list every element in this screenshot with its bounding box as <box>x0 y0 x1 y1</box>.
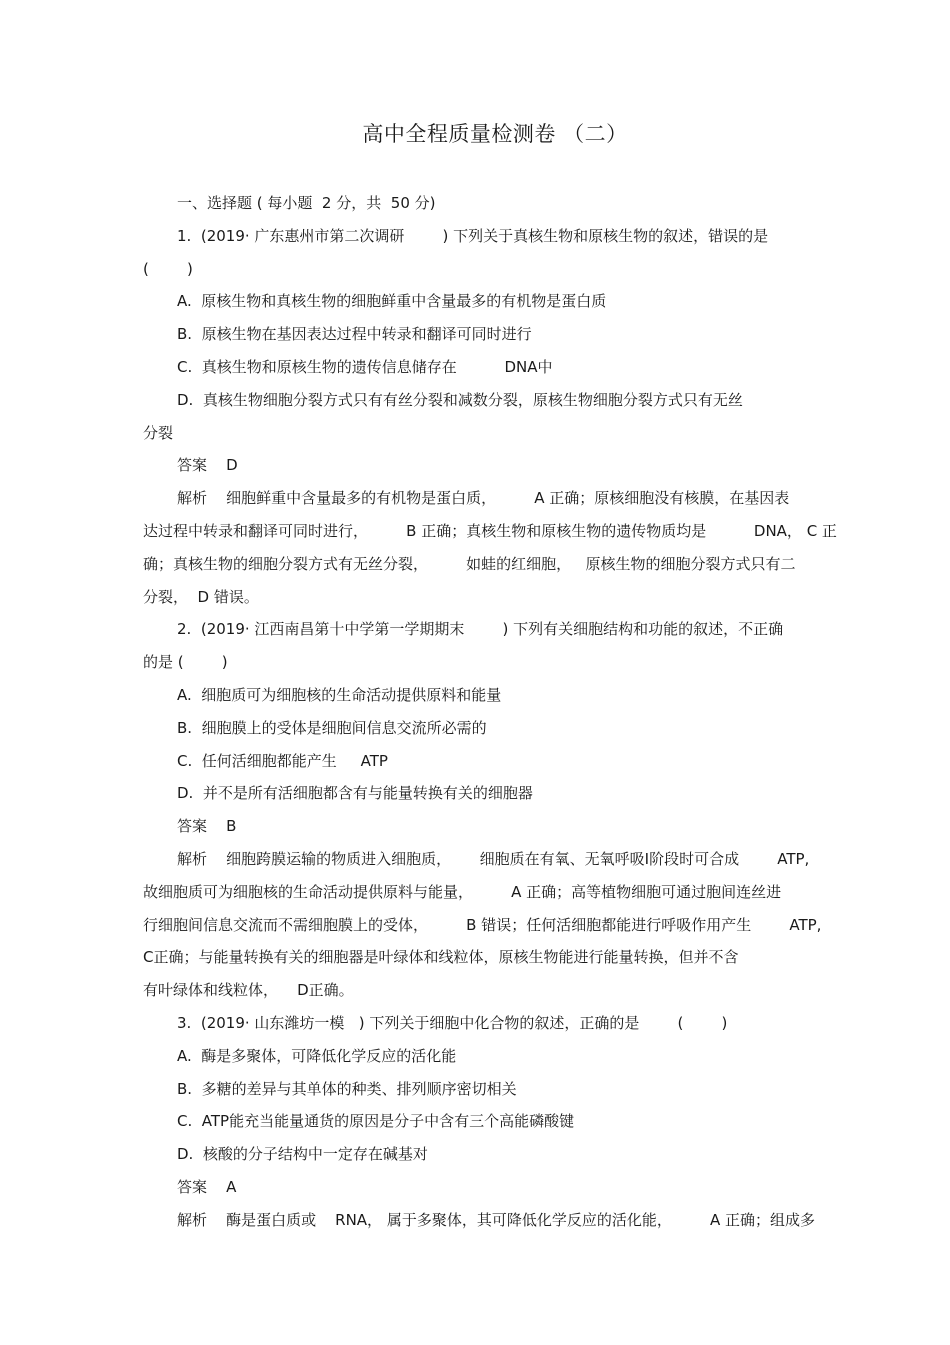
text-line: 行细胞间信息交流而不需细胞膜上的受体， B 错误；任何活细胞都能进行呼吸作用产生 ATP, <box>143 916 822 934</box>
text-line: 达过程中转录和翻译可同时进行， B 正确；真核生物和原核生物的遗传物质均是 DNA， C 正 <box>143 522 837 540</box>
text-line: 解析 细胞跨膜运输的物质进入细胞质， 细胞质在有氧、无氧呼吸Ⅰ阶段时可合成 ATP, <box>177 850 810 868</box>
text-line: 答案 A <box>177 1178 237 1196</box>
text-line: D. 真核生物细胞分裂方式只有有丝分裂和减数分裂，原核生物细胞分裂方式只有无丝 <box>177 391 743 409</box>
text-line: 答案 B <box>177 817 237 835</box>
text-line: 解析 酶是蛋白质或 RNA， 属于多聚体，其可降低化学反应的活化能， A 正确；组成多 <box>177 1211 815 1229</box>
text-line: 确；真核生物的细胞分裂方式有无丝分裂， 如蛙的红细胞， 原核生物的细胞分裂方式只有二 <box>143 555 796 573</box>
text-line: C. ATP能充当能量通货的原因是分子中含有三个高能磷酸键 <box>177 1112 575 1130</box>
text-line: A. 细胞质可为细胞核的生命活动提供原料和能量 <box>177 686 502 704</box>
text-line: B. 细胞膜上的受体是细胞间信息交流所必需的 <box>177 719 487 737</box>
text-line: A. 原核生物和真核生物的细胞鲜重中含量最多的有机物是蛋白质 <box>177 292 607 310</box>
text-line: 2. (2019· 江西南昌第十中学第一学期期末 ) 下列有关细胞结构和功能的叙述，不正确 <box>177 620 784 638</box>
text-line: 分裂， D 错误。 <box>143 588 259 606</box>
text-line: C. 任何活细胞都能产生 ATP <box>177 752 388 770</box>
text-line: D. 核酸的分子结构中一定存在碱基对 <box>177 1145 428 1163</box>
text-line: 分裂 <box>143 424 174 442</box>
text-line: ( ) <box>143 260 193 278</box>
text-line: 一、选择题 ( 每小题 2 分，共 50 分) <box>177 194 436 212</box>
text-line: 有叶绿体和线粒体， D正确。 <box>143 981 354 999</box>
document-title: 高中全程质量检测卷 （二） <box>362 122 628 146</box>
text-line: 答案 D <box>177 456 238 474</box>
text-line: 故细胞质可为细胞核的生命活动提供原料与能量， A 正确；高等植物细胞可通过胞间连丝进 <box>143 883 782 901</box>
text-line: 1. (2019· 广东惠州市第二次调研 ) 下列关于真核生物和原核生物的叙述，错误的是 <box>177 227 769 245</box>
text-line: 的是 ( ) <box>143 653 228 671</box>
text-line: 3. (2019· 山东潍坊一模 ) 下列关于细胞中化合物的叙述，正确的是 ( ) <box>177 1014 728 1032</box>
text-line: C. 真核生物和原核生物的遗传信息储存在 DNA中 <box>177 358 553 376</box>
text-line: B. 原核生物在基因表达过程中转录和翻译可同时进行 <box>177 325 532 343</box>
text-line: D. 并不是所有活细胞都含有与能量转换有关的细胞器 <box>177 784 533 802</box>
text-line: A. 酶是多聚体，可降低化学反应的活化能 <box>177 1047 457 1065</box>
text-line: 解析 细胞鲜重中含量最多的有机物是蛋白质， A 正确；原核细胞没有核膜，在基因表 <box>177 489 790 507</box>
text-line: B. 多糖的差异与其单体的种类、排列顺序密切相关 <box>177 1080 517 1098</box>
text-line: C正确；与能量转换有关的细胞器是叶绿体和线粒体，原核生物能进行能量转换，但并不含 <box>143 948 739 966</box>
